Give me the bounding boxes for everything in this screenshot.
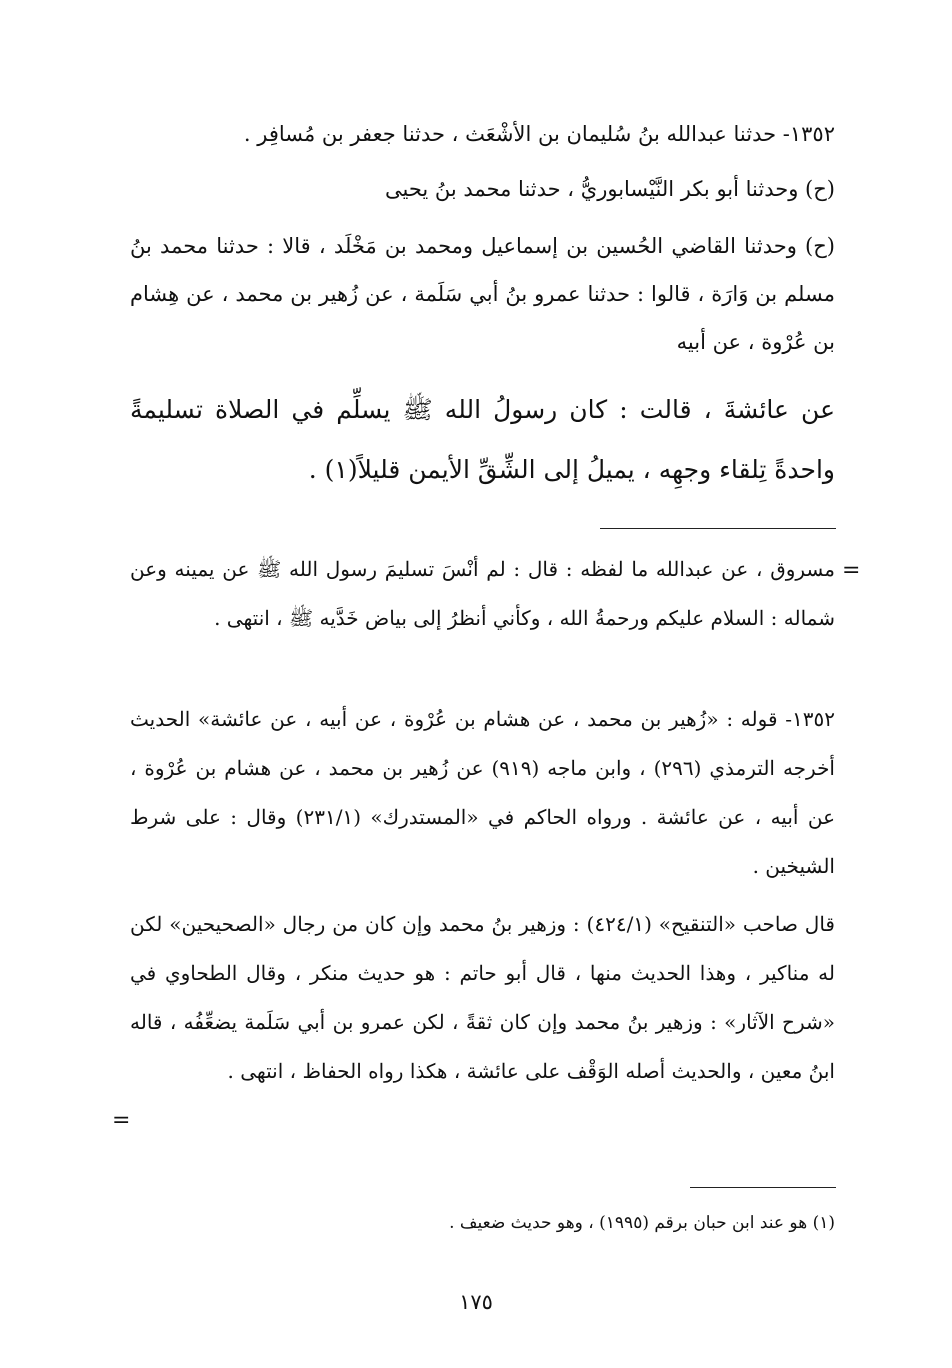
footnote-rule (690, 1187, 836, 1188)
commentary-continued: مسروق ، عن عبدالله ما لفظه : قال : لم أنْسَ تسليمَ رسول الله ﷺ عن يمينه وعن شماله : السلام عليكم ورحمةُ الله ، وكأني أنظرُ إلى بياض خَدَّيه ﷺ ، انتهى . (130, 557, 835, 630)
commentary-tanqih: قال صاحب «التنقيح» (٤٢٤/١) : وزهير بنُ محمد وإن كان من رجال «الصحيحين» لكن له مناكير ، وهذا الحديث منها ، قال أبو حاتم : هو حديث منكر ، وقال الطحاوي في «شرح الآثار» : وزهير بنُ محمد وإن كان ثقةً ، لكن عمرو بن أبي سَلَمة يضعِّفُه ، قاله ابنُ معين ، والحديث أصله الوَقْف على عائشة ، هكذا رواه الحفاظ ، انتهى . (130, 912, 835, 1083)
continuation-mark: = (842, 558, 861, 583)
isnad-line-3: (ح) وحدثنا القاضي الحُسين بن إسماعيل ومحمد بن مَخْلَد ، قالا : حدثنا محمد بنُ مسلم بن وَارَة ، قالوا : حدثنا عمرو بنُ أبي سَلَمة ، عن زُهير بن محمد ، عن هِشام بن عُرْوة ، عن أبيه (130, 234, 835, 354)
end-mark: = (112, 1108, 131, 1133)
isnad-line-1: ١٣٥٢- حدثنا عبدالله بنُ سُليمان بن الأشْعَث ، حدثنا جعفر بن مُسافِر . (243, 122, 835, 146)
isnad-line-2: (ح) وحدثنا أبو بكر النَّيْسابوريُّ ، حدثنا محمد بنُ يحيى (384, 177, 835, 201)
commentary-note-1352: ١٣٥٢- قوله : «زُهير بن محمد ، عن هشام بن عُرْوة ، عن أبيه ، عن عائشة» الحديث أخرجه الترمذي (٢٩٦) ، وابن ماجه (٩١٩) عن زُهير بن محمد ، عن هشام بن عُرْوة ، عن أبيه ، عن عائشة . ورواه الحاكم في «المستدرك» (٢٣١/١) وقال : على شرط الشيخين . (130, 707, 835, 878)
footnote: (١) هو عند ابن حبان برقم (١٩٩٥) ، وهو حديث ضعيف . (449, 1213, 835, 1233)
separator-rule (600, 528, 836, 529)
hadith-text: عن عائشةَ ، قالت : كان رسولُ الله ﷺ يسلِّم في الصلاة تسليمةً واحدةً تِلقاء وجهِه ، يميلُ إلى الشِّقِّ الأيمن قليلاً(١) . (130, 395, 835, 484)
page-number: ١٧٥ (459, 1290, 493, 1314)
